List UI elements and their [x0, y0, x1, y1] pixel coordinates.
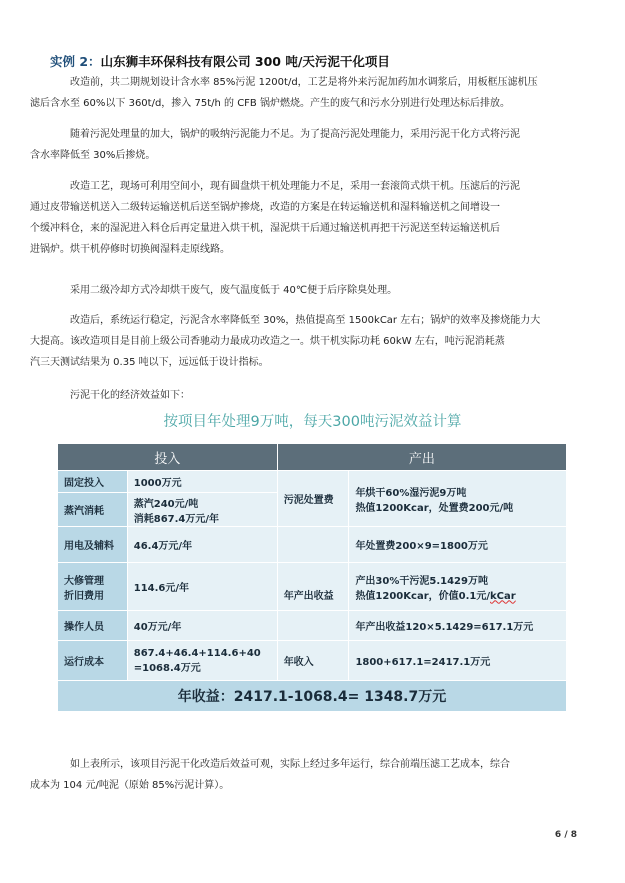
output-value — [349, 471, 567, 527]
text-line: 折旧费用 — [64, 590, 104, 602]
text-line: 含水率降低至 30%后掺烧。 — [30, 150, 156, 161]
lead-text: 污泥干化的经济效益如下： — [70, 390, 190, 401]
text-line: 随着污泥处理量的加大，锅炉的吸纳污泥能力不足。为了提高污泥处理能力，采用污泥干化方式将污泥 — [70, 129, 520, 140]
output-label: 年产出收益 — [277, 563, 349, 611]
row-value: 1000万元 — [127, 471, 277, 493]
title-text: 山东狮丰环保科技有限公司 300 吨/天污泥干化项目 — [100, 54, 390, 69]
header-output: 产出 — [277, 444, 566, 471]
output-label-empty — [277, 611, 349, 641]
text-line: 热值1200Kcar，价值0.1元/ — [355, 590, 490, 602]
text-line: 大修管理 — [64, 575, 104, 587]
text-line: 产出30%干污泥5.1429万吨 — [355, 575, 488, 587]
output-value: 1800+617.1=2417.1万元 — [349, 641, 567, 681]
text-line: 进锅炉。烘干机停修时切换阀湿料走原线路。 — [30, 244, 230, 255]
benefit-table — [57, 443, 567, 712]
text-line: 消耗867.4万元/年 — [133, 513, 220, 525]
output-value: 年产出收益120×5.1429=617.1万元 — [349, 611, 567, 641]
title-prefix: 实例 2： — [50, 54, 101, 69]
page-number: 6 / 8 — [554, 830, 577, 840]
text-line: 汽三天测试结果为 0.35 吨以下，远远低于设计指标。 — [30, 357, 269, 368]
row-label — [58, 563, 128, 611]
text-line: 大提高。该改造项目是目前上级公司香驰动力最成功改造之一。烘干机实际功耗 60kW 左右，吨污泥消耗蒸 — [30, 336, 505, 347]
text-line: 蒸汽240元/吨 — [133, 498, 199, 510]
row-value — [127, 493, 277, 527]
text-line: 如上表所示，该项目污泥干化改造后效益可观，实际上经过多年运行，综合前端压滤工艺成本，综合 — [70, 759, 510, 770]
text-line: 成本为 104 元/吨泥（原始 85%污泥计算）。 — [30, 780, 230, 791]
row-value: 114.6元/年 — [127, 563, 277, 611]
text-line: 滤后含水至 60%以下 360t/d，掺入 75t/h 的 CFB 锅炉燃烧。产生的废气和污水分别进行处理达标后排放。 — [30, 98, 510, 109]
text-line: 改造后，系统运行稳定，污泥含水率降低至 30%，热值提高至 1500kCar 左右；锅炉的效率及掺烧能力大 — [70, 315, 541, 326]
output-label-empty — [277, 527, 349, 563]
text-line: 年烘干60%湿污泥9万吨 — [355, 487, 467, 499]
text-line: kCar — [490, 590, 516, 602]
row-value: 40万元/年 — [127, 611, 277, 641]
total-row: 年收益：2417.1-1068.4= 1348.7万元 — [58, 681, 567, 712]
row-label: 运行成本 — [58, 641, 128, 681]
row-value — [127, 641, 277, 681]
paragraph-capacity — [30, 124, 585, 166]
row-label: 蒸汽消耗 — [58, 493, 128, 527]
header-input: 投入 — [58, 444, 278, 471]
output-value — [349, 563, 567, 611]
row-label: 固定投入 — [58, 471, 128, 493]
section-title — [50, 52, 390, 70]
output-value: 年处置费200×9=1800万元 — [349, 527, 567, 563]
text-line: 采用二级冷却方式冷却烘干废气，废气温度低于 40℃便于后序除臭处理。 — [70, 285, 398, 296]
text-line: 个缓冲料仓，来的湿泥进入料仓后再定量进入烘干机，湿泥烘干后通过输送机再把干污泥送至转运输送机后 — [30, 223, 500, 234]
text-line: =1068.4万元 — [133, 662, 201, 674]
text-line: 867.4+46.4+114.6+40 — [133, 647, 261, 659]
text-line: 热值1200Kcar，处置费200元/吨 — [355, 502, 514, 514]
paragraph-after — [30, 310, 585, 373]
text-line: 改造前，共二期规划设计含水率 85%污泥 1200t/d，工艺是将外来污泥加药加水调浆后，用板框压滤机压 — [70, 77, 538, 88]
paragraph-before — [30, 72, 585, 114]
paragraph-closing — [30, 754, 585, 796]
row-label: 用电及辅料 — [58, 527, 128, 563]
row-label: 操作人员 — [58, 611, 128, 641]
table-title: 按项目年处理9万吨，每天300吨污泥效益计算 — [163, 414, 462, 430]
text-line: 通过皮带输送机送入二级转运输送机后送至锅炉掺烧，改造的方案是在转运输送机和湿料输送机之间增设一 — [30, 202, 500, 213]
output-label: 污泥处置费 — [277, 471, 349, 527]
paragraph-process — [30, 176, 585, 260]
row-value: 46.4万元/年 — [127, 527, 277, 563]
text-line: 改造工艺，现场可利用空间小，现有圆盘烘干机处理能力不足，采用一套滚筒式烘干机。压滤后的污泥 — [70, 181, 520, 192]
output-label: 年收入 — [277, 641, 349, 681]
paragraph-cooling — [50, 280, 585, 301]
